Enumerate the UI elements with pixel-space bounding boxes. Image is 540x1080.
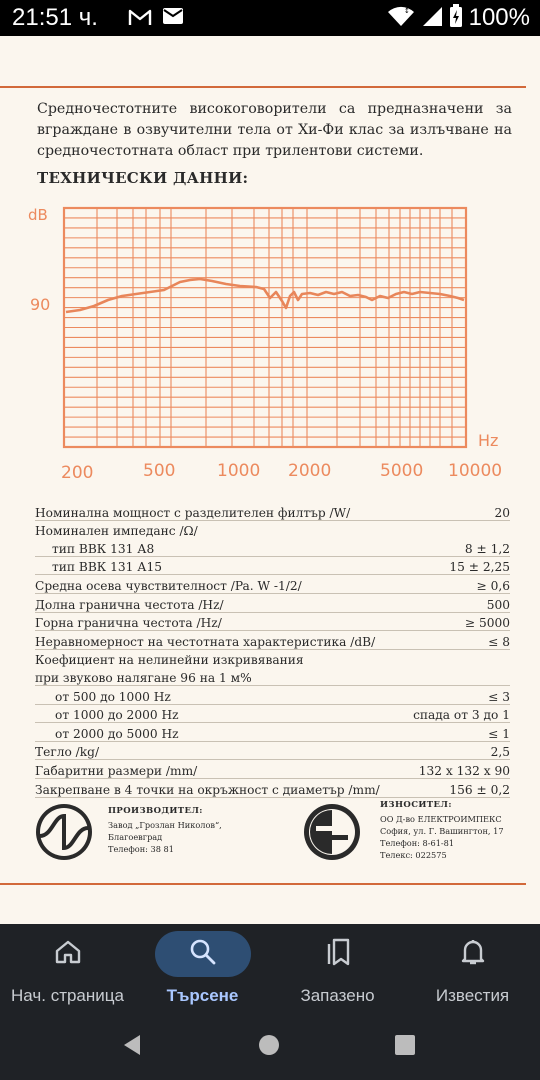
gmail-icon [128,7,152,31]
spec-value: ≤ 8 [488,634,510,649]
exporter-line: София, ул. Г. Вашингтон, 17 [380,826,504,836]
producer-line: Благоевград [108,832,163,842]
spec-value: ≥ 5000 [464,616,510,631]
home-icon [54,939,82,969]
nav-saved[interactable] [270,924,405,1022]
spec-row [35,502,510,521]
nav-label: Запазено [300,986,375,1005]
spec-row [35,650,510,668]
bottom-navigation [0,924,540,1022]
spec-value: ≥ 0,6 [476,578,510,593]
spec-row [35,538,510,557]
spec-value: спада от 3 до 1 [413,708,510,723]
exporter-logo [302,802,362,862]
svg-text:↕: ↕ [403,7,410,15]
producer-logo [34,802,94,862]
graph-x-label: 2000 [288,461,332,481]
spec-value: 20 [494,505,510,520]
wifi-icon [387,5,415,31]
status-time: 21:51 ч. [12,4,98,31]
spec-label: Закрепване в 4 точки на окръжност с диаметър /mm/ [35,782,380,797]
spec-row [35,521,510,539]
spec-row [35,742,510,761]
spec-label: Долна гранична честота /Hz/ [35,597,224,612]
spec-row [35,760,510,779]
spec-row [35,594,510,613]
search-icon [189,938,217,970]
recents-icon[interactable] [394,1034,416,1060]
graph-y-label-90: 90 [30,295,51,314]
bell-icon [460,938,486,970]
bottom-divider [0,883,526,885]
document-image[interactable] [0,36,540,924]
nav-home[interactable] [0,924,135,1022]
top-divider [0,86,526,88]
battery-percent: 100% [468,4,530,31]
exporter-line: Телекс: 022575 [380,850,447,860]
producer-line: Телефон: 38 81 [108,844,174,854]
exporter-line: ОО Д-во ЕЛЕКТРОИМПЕКС [380,814,502,824]
spec-label: при звуково налягане 96 на 1 м% [35,670,252,685]
technical-data-heading: ТЕХНИЧЕСКИ ДАННИ: [37,169,249,187]
spec-row [35,613,510,632]
signal-icon [421,5,443,31]
spec-value: 2,5 [490,745,510,760]
graph-x-label: 500 [143,461,176,481]
spec-label: Средна осева чувствителност /Pa. W -1/2/ [35,578,302,593]
battery-icon [449,4,463,32]
spec-value: 132 x 132 x 90 [418,763,510,778]
home-circle-icon[interactable] [258,1034,280,1060]
spec-label: от 2000 до 5000 Hz [55,726,179,741]
back-icon[interactable] [120,1033,144,1061]
spec-value: 156 ± 0,2 [449,782,510,797]
graph-y-unit: dB [28,206,48,224]
nav-notifications[interactable] [405,924,540,1022]
spec-label: Габаритни размери /mm/ [35,763,198,778]
spec-label: от 500 до 1000 Hz [55,689,171,704]
graph-x-label: 1000 [217,461,261,481]
spec-row [35,686,510,705]
graph-x-label: 200 [61,463,94,483]
producer-line: Завод „Грозлан Николов“, [108,820,222,830]
spec-row [35,705,510,724]
status-bar [0,0,540,36]
spec-value: ≤ 1 [488,726,510,741]
graph-x-label: 5000 [380,461,424,481]
exporter-title: ИЗНОСИТЕЛ: [380,800,452,810]
system-navigation-bar [0,1022,540,1080]
spec-label: Неравномерност на честотната характеристика /dB/ [35,634,376,649]
producer-info [108,806,222,855]
nav-search[interactable] [135,924,270,1022]
spec-label: Коефициент на нелинейни изкривявания [35,653,304,668]
spec-value: 15 ± 2,25 [449,560,510,575]
spec-row [35,631,510,650]
specifications-table [35,502,510,798]
nav-label: Нач. страница [11,986,124,1005]
nav-label: Известия [435,986,510,1005]
spec-value: ≤ 3 [488,689,510,704]
spec-label: тип ВВК 131 А15 [52,560,162,575]
spec-row [35,723,510,742]
spec-row [35,667,510,686]
spec-row [35,557,510,576]
exporter-info [380,800,504,861]
mail-icon [162,7,184,31]
exporter-line: Телефон: 8-61-81 [380,838,455,848]
spec-label: Номинален импеданс /Ω/ [35,524,198,539]
producer-title: ПРОИЗВОДИТЕЛ: [108,806,203,816]
intro-paragraph: Средночестотните високоговорители са предназначени за вграждане в озвучителни тела от Хи-Фи клас за излъчване на средночестотната област при трилентови системи. [37,101,512,159]
graph-x-unit: Hz [478,431,499,450]
spec-row [35,575,510,594]
spec-label: Тегло /kg/ [35,745,100,760]
spec-row [35,779,510,798]
spec-label: Горна гранична честота /Hz/ [35,616,222,631]
spec-label: от 1000 до 2000 Hz [55,708,179,723]
graph-x-label: 10000 [448,461,503,481]
spec-label: Номинална мощност с разделителен филтър /W/ [35,505,351,520]
spec-value: 500 [486,597,510,612]
graph-grid [64,208,466,447]
frequency-response-graph [0,196,540,486]
spec-label: тип ВВК 131 А8 [52,541,155,556]
nav-label: Търсене [166,986,239,1005]
spec-value: 8 ± 1,2 [464,541,510,556]
bookmarks-icon [325,938,351,970]
